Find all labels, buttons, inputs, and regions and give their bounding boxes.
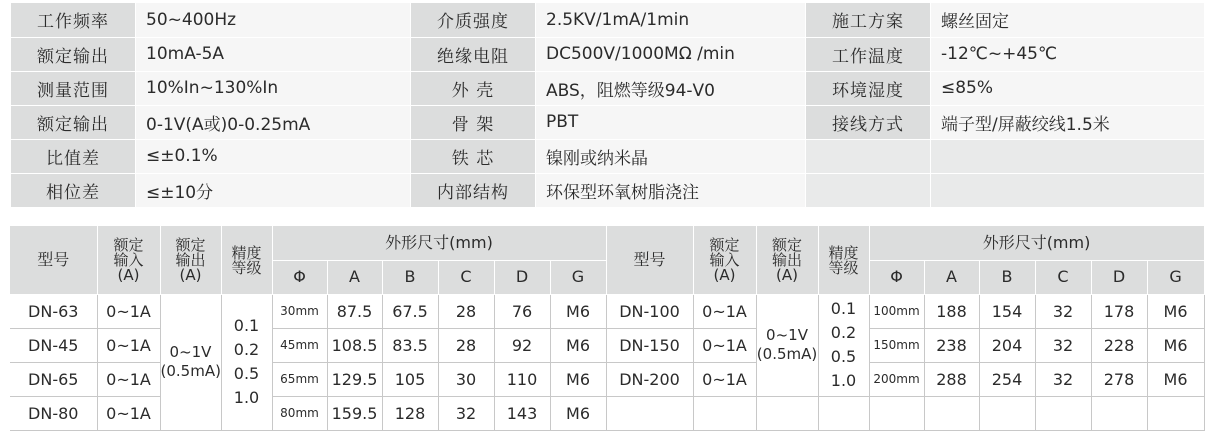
spec-value: 环保型环氧树脂浇注 (536, 173, 806, 207)
spec-value: 50~400Hz (136, 3, 411, 37)
spec-value: ≤±0.1% (136, 139, 411, 173)
d-cell: 278 (1091, 362, 1147, 396)
header-rated-input: 额定 输入 (A) (693, 226, 756, 294)
spec-row (11, 173, 1205, 207)
spec-row (11, 3, 1205, 37)
a-cell: 87.5 (327, 294, 382, 328)
spec-value: ≤±10分 (136, 173, 411, 207)
d-cell: 228 (1091, 328, 1147, 362)
input-cell: 0~1A (693, 294, 756, 328)
model-cell: DN-150 (606, 328, 693, 362)
input-cell: 0~1A (97, 362, 160, 396)
empty-cell (979, 396, 1035, 430)
spec-value: 端子型/屏蔽绞线1.5米 (931, 105, 1205, 139)
b-cell: 254 (979, 362, 1035, 396)
header-dimensions: 外形尺寸(mm) (869, 226, 1204, 260)
table-header-row (10, 226, 1204, 260)
a-cell: 188 (924, 294, 979, 328)
header-col-c: C (438, 260, 494, 294)
model-cell: DN-63 (10, 294, 97, 328)
b-cell: 67.5 (382, 294, 438, 328)
spec-label: 额定输出 (11, 37, 136, 71)
c-cell: 32 (438, 396, 494, 430)
spec-label: 比值差 (11, 139, 136, 173)
empty-cell (869, 396, 924, 430)
header-col-b: B (382, 260, 438, 294)
c-cell: 32 (1035, 294, 1091, 328)
phi-cell: 65mm (272, 362, 327, 396)
spec-label: 铁 芯 (411, 139, 536, 173)
a-cell: 159.5 (327, 396, 382, 430)
g-cell: M6 (1147, 362, 1204, 396)
empty-cell (818, 396, 869, 430)
spec-row (11, 71, 1205, 105)
spec-label: 绝缘电阻 (411, 37, 536, 71)
b-cell: 128 (382, 396, 438, 430)
phi-cell: 80mm (272, 396, 327, 430)
spec-label (806, 173, 931, 207)
spec-label: 内部结构 (411, 173, 536, 207)
phi-cell: 100mm (869, 294, 924, 328)
spec-label: 外 壳 (411, 71, 536, 105)
spec-label: 额定输出 (11, 105, 136, 139)
spec-row (11, 105, 1205, 139)
spec-value (931, 173, 1205, 207)
table-row (10, 294, 1204, 328)
phi-cell: 30mm (272, 294, 327, 328)
empty-cell (756, 396, 818, 430)
c-cell: 28 (438, 328, 494, 362)
empty-cell (1091, 396, 1147, 430)
g-cell: M6 (1147, 294, 1204, 328)
model-cell: DN-200 (606, 362, 693, 396)
rated-output-cell: 0~1V (0.5mA) (160, 294, 221, 430)
header-accuracy-class: 精度 等级 (221, 226, 272, 294)
g-cell: M6 (550, 328, 606, 362)
d-cell: 110 (494, 362, 550, 396)
b-cell: 83.5 (382, 328, 438, 362)
spec-label: 施工方案 (806, 3, 931, 37)
a-cell: 129.5 (327, 362, 382, 396)
spec-label: 介质强度 (411, 3, 536, 37)
header-model: 型号 (606, 226, 693, 294)
b-cell: 105 (382, 362, 438, 396)
header-dimensions: 外形尺寸(mm) (272, 226, 606, 260)
empty-cell (924, 396, 979, 430)
spec-value: ABS，阻燃等级94-V0 (536, 71, 806, 105)
input-cell: 0~1A (693, 362, 756, 396)
b-cell: 154 (979, 294, 1035, 328)
c-cell: 28 (438, 294, 494, 328)
input-cell: 0~1A (97, 294, 160, 328)
header-col-a: A (924, 260, 979, 294)
g-cell: M6 (550, 362, 606, 396)
d-cell: 92 (494, 328, 550, 362)
header-col-d: D (1091, 260, 1147, 294)
spec-label: 工作频率 (11, 3, 136, 37)
model-cell: DN-45 (10, 328, 97, 362)
spec-label: 环境湿度 (806, 71, 931, 105)
header-col-c: C (1035, 260, 1091, 294)
header-col-phi: Φ (869, 260, 924, 294)
header-rated-output: 额定 输出 (A) (160, 226, 221, 294)
spec-table (10, 3, 1205, 208)
model-cell: DN-65 (10, 362, 97, 396)
spec-value: 0-1V(A或)0-0.25mA (136, 105, 411, 139)
phi-cell: 200mm (869, 362, 924, 396)
a-cell: 108.5 (327, 328, 382, 362)
d-cell: 143 (494, 396, 550, 430)
spec-value: 2.5KV/1mA/1min (536, 3, 806, 37)
rated-output-cell: 0~1V (0.5mA) (756, 294, 818, 396)
header-accuracy-class: 精度 等级 (818, 226, 869, 294)
spec-label: 骨 架 (411, 105, 536, 139)
spec-value: 螺丝固定 (931, 3, 1205, 37)
g-cell: M6 (550, 396, 606, 430)
model-cell: DN-100 (606, 294, 693, 328)
header-col-d: D (494, 260, 550, 294)
accuracy-cell: 0.1 0.2 0.5 1.0 (221, 294, 272, 430)
phi-cell: 45mm (272, 328, 327, 362)
spec-value: DC500V/1000MΩ /min (536, 37, 806, 71)
header-col-g: G (550, 260, 606, 294)
spec-label: 接线方式 (806, 105, 931, 139)
empty-cell (1147, 396, 1204, 430)
input-cell: 0~1A (97, 328, 160, 362)
spec-value: 镍刚或纳米晶 (536, 139, 806, 173)
empty-cell (606, 396, 693, 430)
spec-value (931, 139, 1205, 173)
input-cell: 0~1A (693, 328, 756, 362)
spec-value: 10mA-5A (136, 37, 411, 71)
empty-cell (1035, 396, 1091, 430)
spec-label: 工作温度 (806, 37, 931, 71)
model-dimension-table (10, 226, 1205, 431)
spec-label (806, 139, 931, 173)
spec-row (11, 139, 1205, 173)
header-col-phi: Φ (272, 260, 327, 294)
d-cell: 76 (494, 294, 550, 328)
spec-label: 测量范围 (11, 71, 136, 105)
model-cell: DN-80 (10, 396, 97, 430)
accuracy-cell: 0.1 0.2 0.5 1.0 (818, 294, 869, 396)
b-cell: 204 (979, 328, 1035, 362)
g-cell: M6 (550, 294, 606, 328)
header-model: 型号 (10, 226, 97, 294)
header-col-g: G (1147, 260, 1204, 294)
d-cell: 178 (1091, 294, 1147, 328)
g-cell: M6 (1147, 328, 1204, 362)
spec-value: ≤85% (931, 71, 1205, 105)
spec-row (11, 37, 1205, 71)
spec-value: PBT (536, 105, 806, 139)
input-cell: 0~1A (97, 396, 160, 430)
empty-cell (693, 396, 756, 430)
c-cell: 30 (438, 362, 494, 396)
a-cell: 238 (924, 328, 979, 362)
header-rated-output: 额定 输出 (A) (756, 226, 818, 294)
c-cell: 32 (1035, 362, 1091, 396)
a-cell: 288 (924, 362, 979, 396)
phi-cell: 150mm (869, 328, 924, 362)
spec-label: 相位差 (11, 173, 136, 207)
spec-value: 10%In~130%In (136, 71, 411, 105)
header-rated-input: 额定 输入 (A) (97, 226, 160, 294)
header-col-a: A (327, 260, 382, 294)
spec-value: -12℃~+45℃ (931, 37, 1205, 71)
header-col-b: B (979, 260, 1035, 294)
c-cell: 32 (1035, 328, 1091, 362)
